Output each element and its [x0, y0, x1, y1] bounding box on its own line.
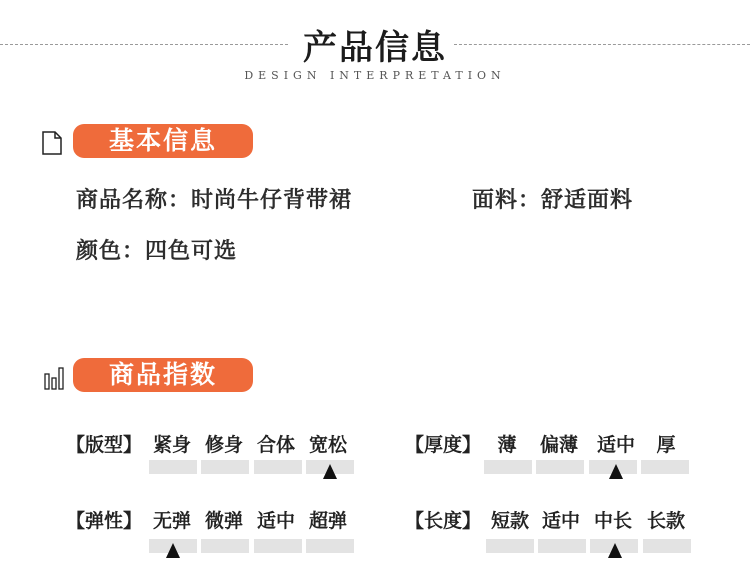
fit-option-4: 宽松: [308, 434, 347, 456]
fit-label: 【版型】: [66, 434, 143, 456]
thickness-option-3: 适中: [596, 434, 635, 456]
fit-scale-bar-2: [201, 460, 249, 474]
page-title: 产品信息: [303, 28, 447, 68]
thickness-scale-bar-4: [641, 460, 689, 474]
length-label: 【长度】: [405, 510, 482, 532]
thickness-option-1: 薄: [497, 434, 517, 456]
thickness-label: 【厚度】: [405, 434, 482, 456]
thickness-selected-marker-icon: [609, 464, 623, 479]
length-option-1: 短款: [490, 510, 529, 532]
elasticity-scale-bar-4: [306, 539, 354, 553]
thickness-option-2: 偏薄: [539, 434, 578, 456]
fabric-row: [472, 183, 633, 214]
basic-info-heading: 基本信息: [73, 124, 253, 158]
length-scale-bar-1: [486, 539, 534, 553]
elasticity-label: 【弹性】: [66, 510, 143, 532]
elasticity-option-2: 微弹: [204, 510, 243, 532]
length-scale-bar-2: [538, 539, 586, 553]
length-option-4: 长款: [646, 510, 685, 532]
fit-option-1: 紧身: [152, 434, 191, 456]
color-row: [76, 234, 237, 265]
fit-option-3: 合体: [256, 434, 295, 456]
length-option-2: 适中: [541, 510, 580, 532]
fit-option-2: 修身: [204, 434, 243, 456]
length-option-3: 中长: [593, 510, 632, 532]
elasticity-selected-marker-icon: [166, 543, 180, 558]
color-label: 颜色：: [76, 238, 146, 264]
product-name-value: 时尚牛仔背带裙: [191, 187, 353, 213]
elasticity-option-1: 无弹: [152, 510, 191, 532]
thickness-scale-bar-2: [536, 460, 584, 474]
elasticity-scale-bar-3: [254, 539, 302, 553]
product-index-heading: 商品指数: [73, 358, 253, 392]
length-scale-bar-4: [643, 539, 691, 553]
thickness-scale-bar-1: [484, 460, 532, 474]
product-name-row: [76, 183, 352, 214]
bar-chart-icon: [44, 366, 64, 390]
elasticity-option-3: 适中: [256, 510, 295, 532]
elasticity-scale-bar-2: [201, 539, 249, 553]
elasticity-option-4: 超弹: [308, 510, 347, 532]
fabric-label: 面料：: [472, 187, 542, 213]
fit-selected-marker-icon: [323, 464, 337, 479]
product-name-label: 商品名称：: [76, 187, 192, 213]
page-subtitle: DESIGN INTERPRETATION: [244, 69, 506, 82]
document-icon: [42, 131, 62, 155]
fit-scale-bar-1: [149, 460, 197, 474]
length-selected-marker-icon: [608, 543, 622, 558]
fit-scale-bar-3: [254, 460, 302, 474]
color-value: 四色可选: [145, 238, 238, 264]
thickness-option-4: 厚: [656, 434, 676, 456]
fabric-value: 舒适面料: [541, 187, 634, 213]
